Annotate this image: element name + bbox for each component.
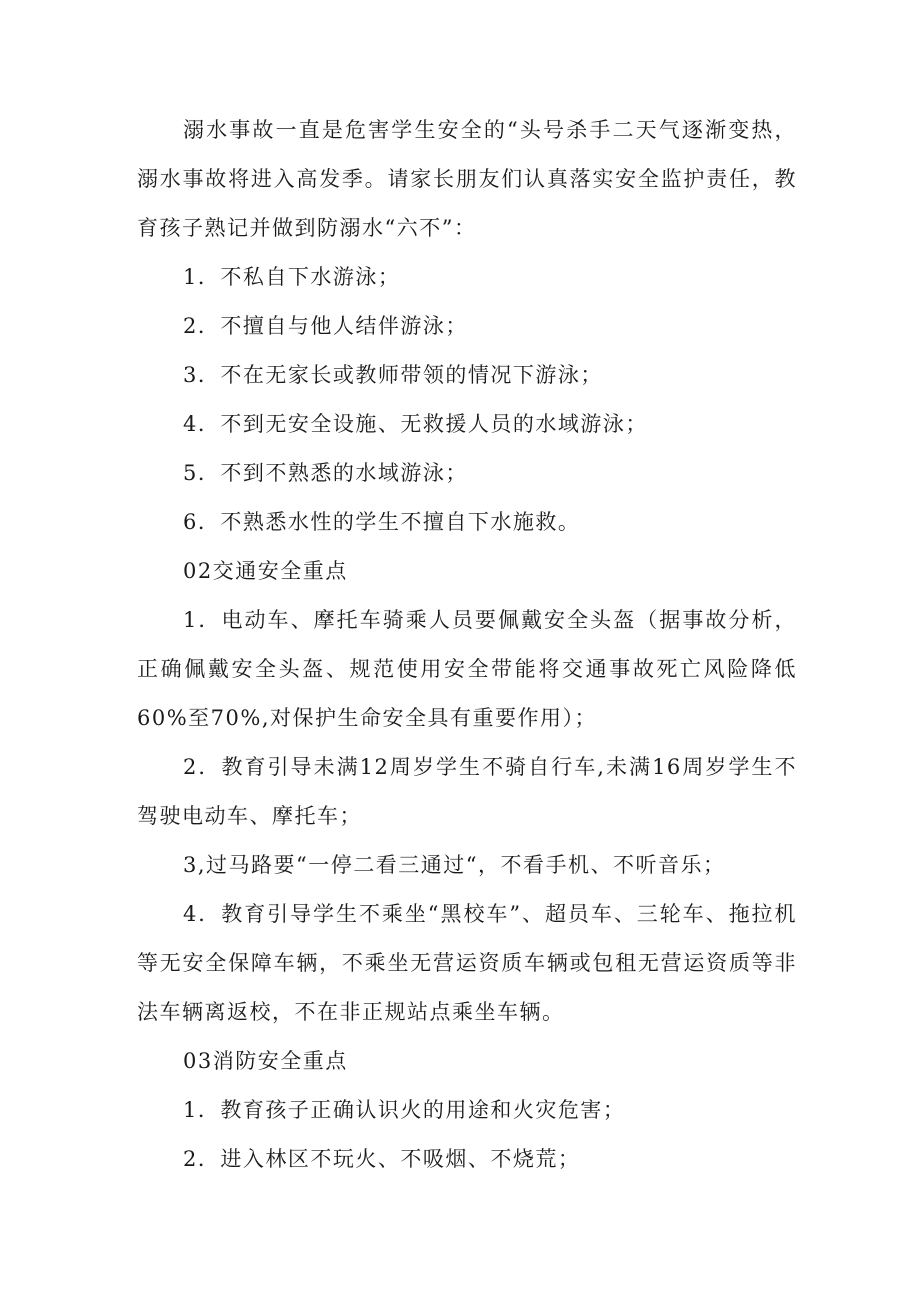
traffic-item-3: 3,过马路要“一停二看三通过“，不看手机、不听音乐； [183,853,726,877]
fire-item-1: 1．教育孩子正确认识火的用途和火灾危害； [183,1098,626,1122]
drowning-item-3: 3．不在无家长或教师带领的情况下游泳； [183,363,603,387]
document-body [137,106,797,1184]
traffic-item-4: 4．教育引导学生不乘坐“黑校车”、超员车、三轮车、拖拉机等无安全保障车辆，不乘坐无营运资质车辆或包租无营运资质等非法车辆离返校，不在非正规站点乘坐车辆。 [137,902,797,1024]
drowning-item-2: 2．不擅自与他人结伴游泳； [183,314,468,338]
drowning-item-6: 6．不熟悉水性的学生不擅自下水施救。 [183,510,581,534]
traffic-item-1: 1．电动车、摩托车骑乘人员要佩戴安全头盔（据事故分析，正确佩戴安全头盔、规范使用安全带能将交通事故死亡风险降低60%至70%,对保护生命安全具有重要作用）； [137,608,797,730]
fire-item-2: 2．进入林区不玩火、不吸烟、不烧荒； [183,1147,581,1171]
drowning-item-1: 1．不私自下水游泳； [183,265,401,289]
fire-section-heading: 03消防安全重点 [183,1049,348,1073]
traffic-section-heading: 02交通安全重点 [183,559,348,583]
traffic-item-2: 2．教育引导未满12周岁学生不骑自行车,未满16周岁学生不驾驶电动车、摩托车； [137,755,797,828]
drowning-item-5: 5．不到不熟悉的水域游泳； [183,461,468,485]
intro-paragraph: 溺水事故一直是危害学生安全的“头号杀手二天气逐渐变热，溺水事故将进入高发季。请家长朋友们认真落实安全监护责任，教育孩子熟记并做到防溺水“六不”： [137,118,797,240]
drowning-item-4: 4．不到无安全设施、无救援人员的水域游泳； [183,412,648,436]
